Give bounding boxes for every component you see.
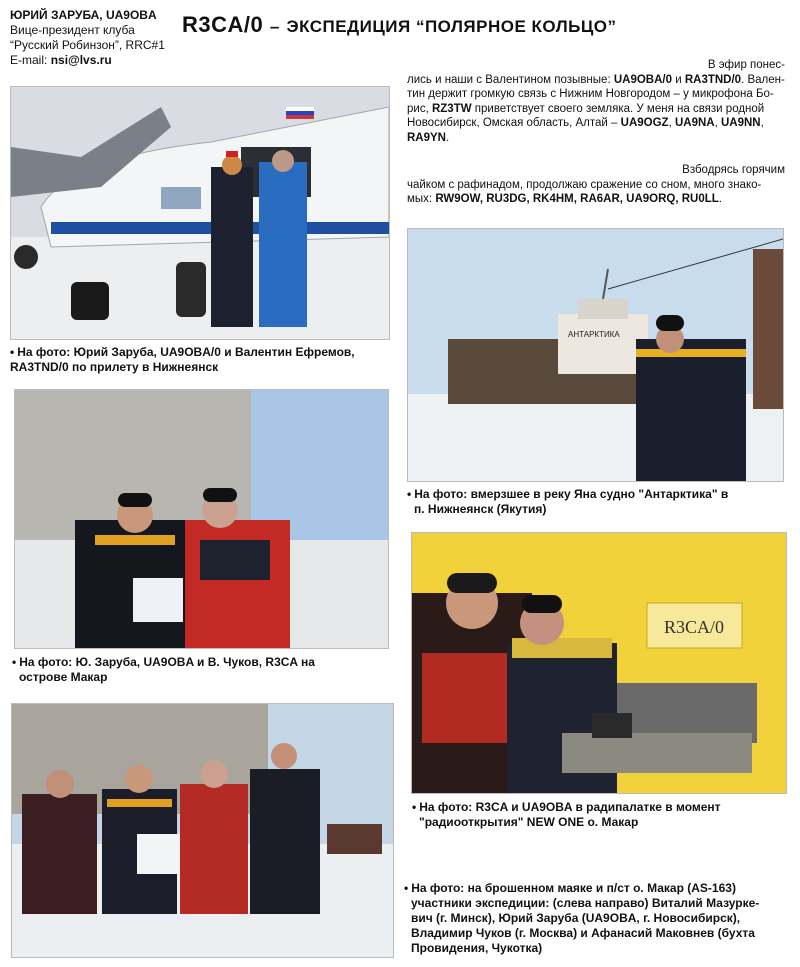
p2-line-2: чайком с рафинадом, продолжаю сражение со сном, много знако- (407, 178, 762, 191)
p1-line-6: RA9YN. (407, 131, 450, 144)
photo-ship-antarktika (407, 228, 784, 482)
author-role-1: Вице-президент клуба (10, 23, 135, 37)
article-paragraph-1 (407, 58, 785, 145)
author-name: ЮРИЙ ЗАРУБА, UA9OBA (10, 8, 157, 22)
article-paragraph-2 (407, 163, 785, 207)
photo-plane-arrival (10, 86, 390, 340)
p2-line-1: Взбодрясь горячим (682, 164, 785, 176)
p2-line-3: мых: RW9OW, RU3DG, RK4HM, RA6AR, UA9ORQ, RU0LL. (407, 193, 722, 205)
photo-radio-tent (411, 532, 787, 794)
author-role-2: “Русский Робинзон”, RRC#1 (10, 38, 165, 52)
photo-island-makar (14, 389, 389, 649)
caption-group: • На фото: на брошенном маяке и п/ст о. Макар (AS-163) участники экспедиции: (слева направо) Виталий Мазурке- вич (г. Минск), Юрий Заруба (UA9OBA, г. Новосибирск), Владимир Чуков (г. Москва) и Афанасий Маковнев (бухта Провидения, Чукотка) (404, 881, 760, 955)
email-link[interactable]: nsi@lvs.ru (50, 53, 112, 67)
title-text: ЭКСПЕДИЦИЯ “ПОЛЯРНОЕ КОЛЬЦО” (286, 17, 617, 36)
author-block (10, 8, 180, 68)
title-dash: – (269, 17, 280, 36)
p1-line-5: Новосибирск, Омская область, Алтай – UA9OGZ, UA9NA, UA9NN, (407, 117, 764, 129)
tent-sign-text: R3CA/0 (664, 617, 725, 637)
p1-line-4: рис, RZ3TW приветствует своего земляка. У меня на связи родной (407, 102, 765, 115)
p1-line-1: В эфир понес- (707, 59, 785, 71)
ship-name-text: АНТАРКТИКА (568, 330, 620, 339)
caption-plane: • На фото: Юрий Заруба, UA9OBA/0 и Валентин Ефремов, RA3TND/0 по прилету в Нижнеянск (10, 345, 355, 374)
title-callsign: R3CA/0 (182, 12, 264, 37)
p1-line-2: лись и наши с Валентином позывные: UA9OBA/0 и RA3TND/0. Вален- (407, 73, 785, 86)
p1-line-3: тин держит громкую связь с Нижним Новгородом – у микрофона Бо- (407, 88, 774, 100)
caption-island: • На фото: Ю. Заруба, UA9OBA и В. Чуков, R3CA на острове Макар (12, 655, 315, 684)
email-label: E-mail: (10, 53, 48, 67)
caption-ship: • На фото: вмерзшее в реку Яна судно "Антарктика" в п. Нижнеянск (Якутия) (407, 487, 729, 516)
photo-group-lighthouse (11, 703, 394, 958)
author-email-row (10, 53, 180, 68)
page-title (182, 12, 792, 38)
caption-tent: • На фото: R3CA и UA9OBA в радипалатке в момент "радиооткрытия" NEW ONE о. Макар (412, 800, 721, 829)
